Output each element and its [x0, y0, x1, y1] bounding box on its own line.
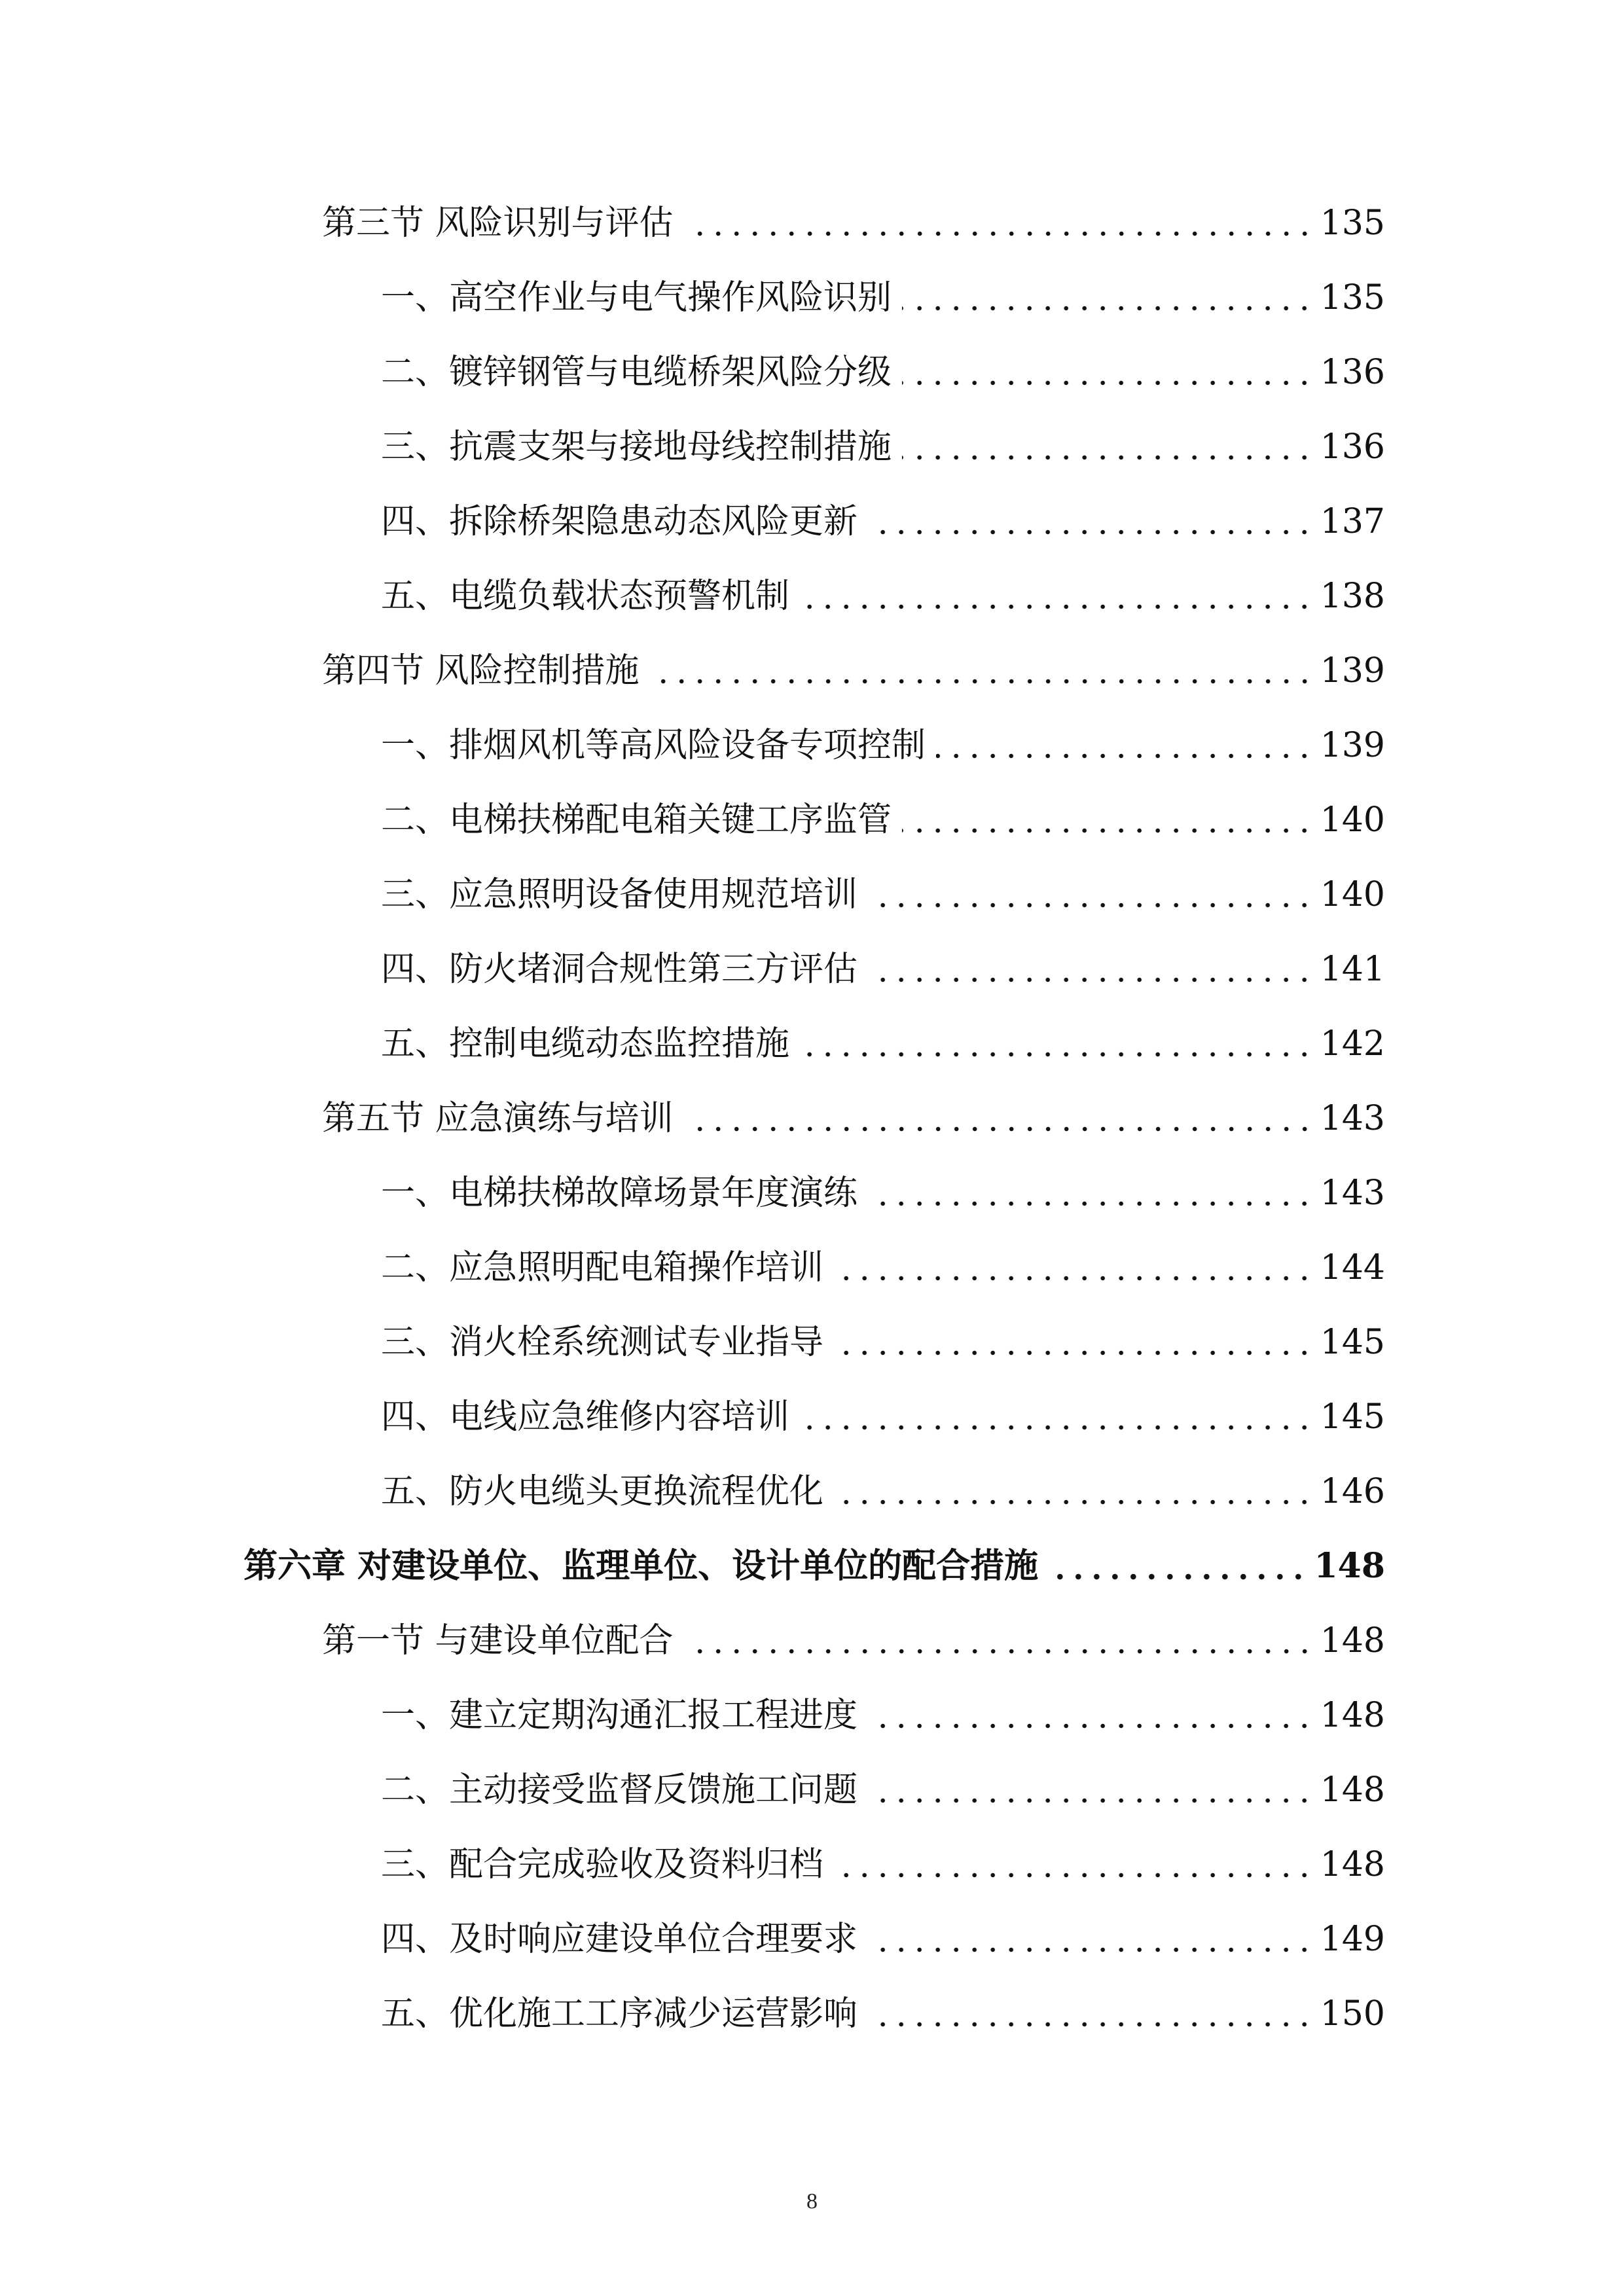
toc-dot-leader — [684, 228, 1314, 240]
toc-entry[interactable] — [322, 634, 1385, 708]
toc-entry-page: 139 — [1320, 651, 1385, 691]
toc-entry[interactable] — [381, 410, 1385, 484]
toc-dot-leader — [868, 526, 1314, 538]
toc-dot-leader — [650, 675, 1314, 687]
toc-entry-page: 135 — [1320, 278, 1385, 317]
toc-dot-leader — [868, 1198, 1314, 1210]
toc-entry-page: 148 — [1320, 1696, 1385, 1735]
toc-entry[interactable] — [381, 559, 1385, 634]
toc-entry-page: 140 — [1320, 800, 1385, 840]
toc-entry-title: 第五节 应急演练与培训 — [322, 1099, 674, 1138]
toc-entry[interactable] — [381, 708, 1385, 783]
toc-entry[interactable] — [381, 335, 1385, 410]
toc-entry[interactable] — [381, 1753, 1385, 1827]
toc-entry[interactable] — [381, 1454, 1385, 1529]
toc-dot-leader — [868, 974, 1314, 986]
toc-entry[interactable] — [381, 1156, 1385, 1230]
toc-entry-title: 四、电线应急维修内容培训 — [381, 1397, 790, 1437]
toc-entry-title: 一、电梯扶梯故障场景年度演练 — [381, 1174, 858, 1213]
toc-entry-page: 143 — [1320, 1099, 1385, 1138]
toc-entry-title: 四、及时响应建设单位合理要求 — [381, 1920, 858, 1959]
toc-dot-leader — [868, 899, 1314, 911]
toc-entry[interactable] — [381, 783, 1385, 857]
toc-entry-page: 136 — [1320, 427, 1385, 467]
toc-entry-title: 四、拆除桥架隐患动态风险更新 — [381, 502, 858, 541]
toc-entry[interactable] — [381, 484, 1385, 559]
toc-entry-title: 三、抗震支架与接地母线控制措施 — [381, 427, 892, 467]
toc-entry-page: 139 — [1320, 726, 1385, 765]
toc-entry[interactable] — [322, 1081, 1385, 1156]
toc-entry-page: 149 — [1320, 1920, 1385, 1959]
toc-entry-title: 第六章 对建设单位、监理单位、设计单位的配合措施 — [244, 1546, 1039, 1586]
toc-entry-page: 148 — [1320, 1845, 1385, 1884]
toc-entry[interactable] — [381, 1977, 1385, 2051]
toc-dot-leader — [902, 825, 1314, 836]
toc-dot-leader — [684, 1645, 1314, 1657]
toc-entry-title: 二、镀锌钢管与电缆桥架风险分级 — [381, 353, 892, 392]
toc-dot-leader — [868, 2018, 1314, 2030]
toc-entry-title: 五、防火电缆头更换流程优化 — [381, 1472, 824, 1511]
toc-entry-page: 146 — [1320, 1472, 1385, 1511]
toc-entry-title: 一、排烟风机等高风险设备专项控制 — [381, 726, 926, 765]
toc-entry-title: 二、主动接受监督反馈施工问题 — [381, 1770, 858, 1810]
toc-entry-page: 143 — [1320, 1174, 1385, 1213]
toc-entry[interactable] — [381, 260, 1385, 335]
toc-entry-page: 145 — [1320, 1397, 1385, 1437]
toc-entry-page: 148 — [1314, 1546, 1385, 1586]
toc-entry-title: 五、优化施工工序减少运营影响 — [381, 1994, 858, 2034]
toc-entry-title: 第四节 风险控制措施 — [322, 651, 640, 691]
toc-entry-page: 137 — [1320, 502, 1385, 541]
toc-entry[interactable] — [381, 1678, 1385, 1753]
toc-dot-leader — [800, 1049, 1314, 1060]
toc-entry-title: 二、应急照明配电箱操作培训 — [381, 1248, 824, 1287]
toc-entry-title: 三、消火栓系统测试专业指导 — [381, 1323, 824, 1362]
toc-entry[interactable] — [381, 1380, 1385, 1454]
toc-dot-leader — [902, 377, 1314, 389]
toc-entry-title: 三、配合完成验收及资料归档 — [381, 1845, 824, 1884]
toc-dot-leader — [834, 1272, 1314, 1284]
toc-dot-leader — [936, 750, 1314, 762]
toc-entry-page: 145 — [1320, 1323, 1385, 1362]
toc-entry-title: 五、控制电缆动态监控措施 — [381, 1024, 790, 1064]
toc-entry[interactable] — [322, 186, 1385, 260]
toc-entry-title: 三、应急照明设备使用规范培训 — [381, 875, 858, 914]
toc-dot-leader — [902, 302, 1314, 314]
toc-entry[interactable] — [381, 1902, 1385, 1977]
toc-dot-leader — [834, 1869, 1314, 1881]
toc-entry[interactable] — [381, 932, 1385, 1007]
toc-entry[interactable] — [381, 1305, 1385, 1380]
toc-entry-page: 136 — [1320, 353, 1385, 392]
toc-entry-chapter[interactable] — [244, 1529, 1385, 1604]
toc-dot-leader — [868, 1944, 1314, 1956]
toc-entry-page: 148 — [1320, 1621, 1385, 1660]
toc-entry[interactable] — [381, 857, 1385, 932]
toc-entry-title: 二、电梯扶梯配电箱关键工序监管 — [381, 800, 892, 840]
toc-dot-leader — [834, 1347, 1314, 1359]
toc-entry[interactable] — [381, 1007, 1385, 1081]
toc-entry-title: 五、电缆负载状态预警机制 — [381, 577, 790, 616]
toc-entry-title: 一、高空作业与电气操作风险识别 — [381, 278, 892, 317]
toc-entry[interactable] — [381, 1827, 1385, 1902]
toc-dot-leader — [800, 1422, 1314, 1433]
toc-entry-page: 141 — [1320, 950, 1385, 989]
toc-dot-leader — [868, 1720, 1314, 1732]
toc-dot-leader — [684, 1123, 1314, 1135]
toc-dot-leader — [834, 1496, 1314, 1508]
toc-entry-page: 144 — [1320, 1248, 1385, 1287]
toc-entry-page: 150 — [1320, 1994, 1385, 2034]
page-number: 8 — [806, 2189, 818, 2214]
toc-entry[interactable] — [381, 1230, 1385, 1305]
toc-entry-page: 140 — [1320, 875, 1385, 914]
toc-dot-leader — [800, 601, 1314, 613]
toc-dot-leader — [1049, 1571, 1307, 1583]
toc-entry[interactable] — [322, 1604, 1385, 1678]
toc-dot-leader — [902, 452, 1314, 463]
toc-entry-page: 135 — [1320, 204, 1385, 243]
toc-entry-title: 一、建立定期沟通汇报工程进度 — [381, 1696, 858, 1735]
toc-dot-leader — [868, 1795, 1314, 1806]
toc-entry-title: 四、防火堵洞合规性第三方评估 — [381, 950, 858, 989]
toc-entry-page: 148 — [1320, 1770, 1385, 1810]
toc-entry-page: 142 — [1320, 1024, 1385, 1064]
toc-entry-title: 第一节 与建设单位配合 — [322, 1621, 674, 1660]
toc-entry-page: 138 — [1320, 577, 1385, 616]
toc-entry-title: 第三节 风险识别与评估 — [322, 204, 674, 243]
